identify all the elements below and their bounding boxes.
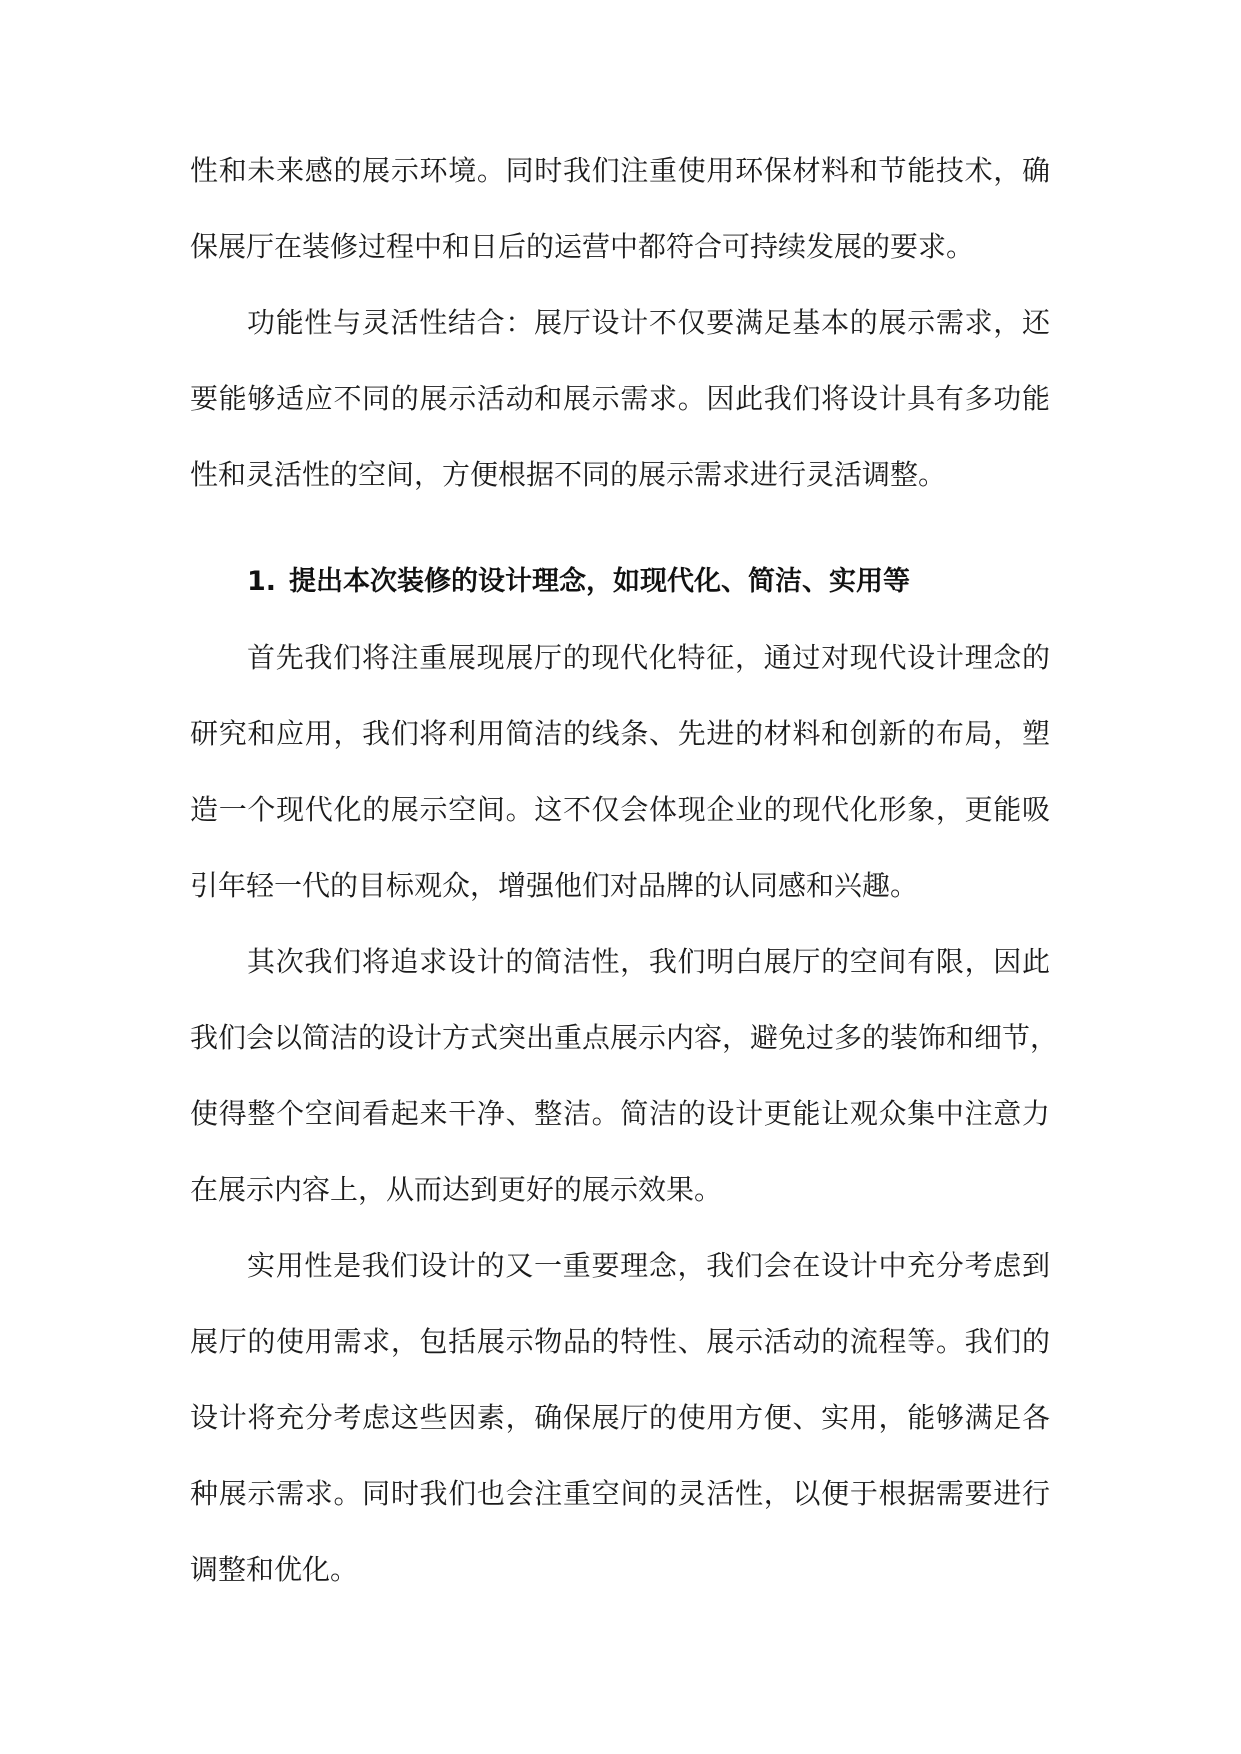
paragraph-5-line-2: 展厅的使用需求，包括展示物品的特性、展示活动的流程等。我们的 [190,1325,1050,1358]
paragraph-4-line-4: 在展示内容上，从而达到更好的展示效果。 [190,1173,723,1206]
paragraph-1-line-2: 保展厅在装修过程中和日后的运营中都符合可持续发展的要求。 [190,230,975,263]
section-heading-number: 1. [247,566,277,597]
paragraph-2-line-1: 功能性与灵活性结合：展厅设计不仅要满足基本的展示需求，还 [247,306,1050,339]
paragraph-4-line-2: 我们会以简洁的设计方式突出重点展示内容，避免过多的装饰和细节， [190,1021,1059,1054]
paragraph-3-line-2: 研究和应用，我们将利用简洁的线条、先进的材料和创新的布局，塑 [190,717,1050,750]
paragraph-1-line-1: 性和未来感的展示环境。同时我们注重使用环保材料和节能技术，确 [190,154,1050,187]
paragraph-5-line-3: 设计将充分考虑这些因素，确保展厅的使用方便、实用，能够满足各 [190,1401,1050,1434]
paragraph-5-line-1: 实用性是我们设计的又一重要理念，我们会在设计中充分考虑到 [247,1249,1050,1282]
paragraph-5-line-4: 种展示需求。同时我们也会注重空间的灵活性，以便于根据需要进行 [190,1477,1050,1510]
section-heading [247,557,910,607]
paragraph-4-line-3: 使得整个空间看起来干净、整洁。简洁的设计更能让观众集中注意力 [190,1097,1050,1130]
paragraph-5-line-5: 调整和优化。 [190,1553,359,1586]
paragraph-3-line-4: 引年轻一代的目标观众，增强他们对品牌的认同感和兴趣。 [190,869,919,902]
paragraph-2-line-2: 要能够适应不同的展示活动和展示需求。因此我们将设计具有多功能 [190,382,1050,415]
section-heading-text: 提出本次装修的设计理念，如现代化、简洁、实用等 [289,566,910,597]
paragraph-2-line-3: 性和灵活性的空间，方便根据不同的展示需求进行灵活调整。 [190,458,947,491]
paragraph-3-line-1: 首先我们将注重展现展厅的现代化特征，通过对现代设计理念的 [247,641,1050,674]
paragraph-3-line-3: 造一个现代化的展示空间。这不仅会体现企业的现代化形象，更能吸 [190,793,1050,826]
paragraph-4-line-1: 其次我们将追求设计的简洁性，我们明白展厅的空间有限，因此 [247,945,1050,978]
